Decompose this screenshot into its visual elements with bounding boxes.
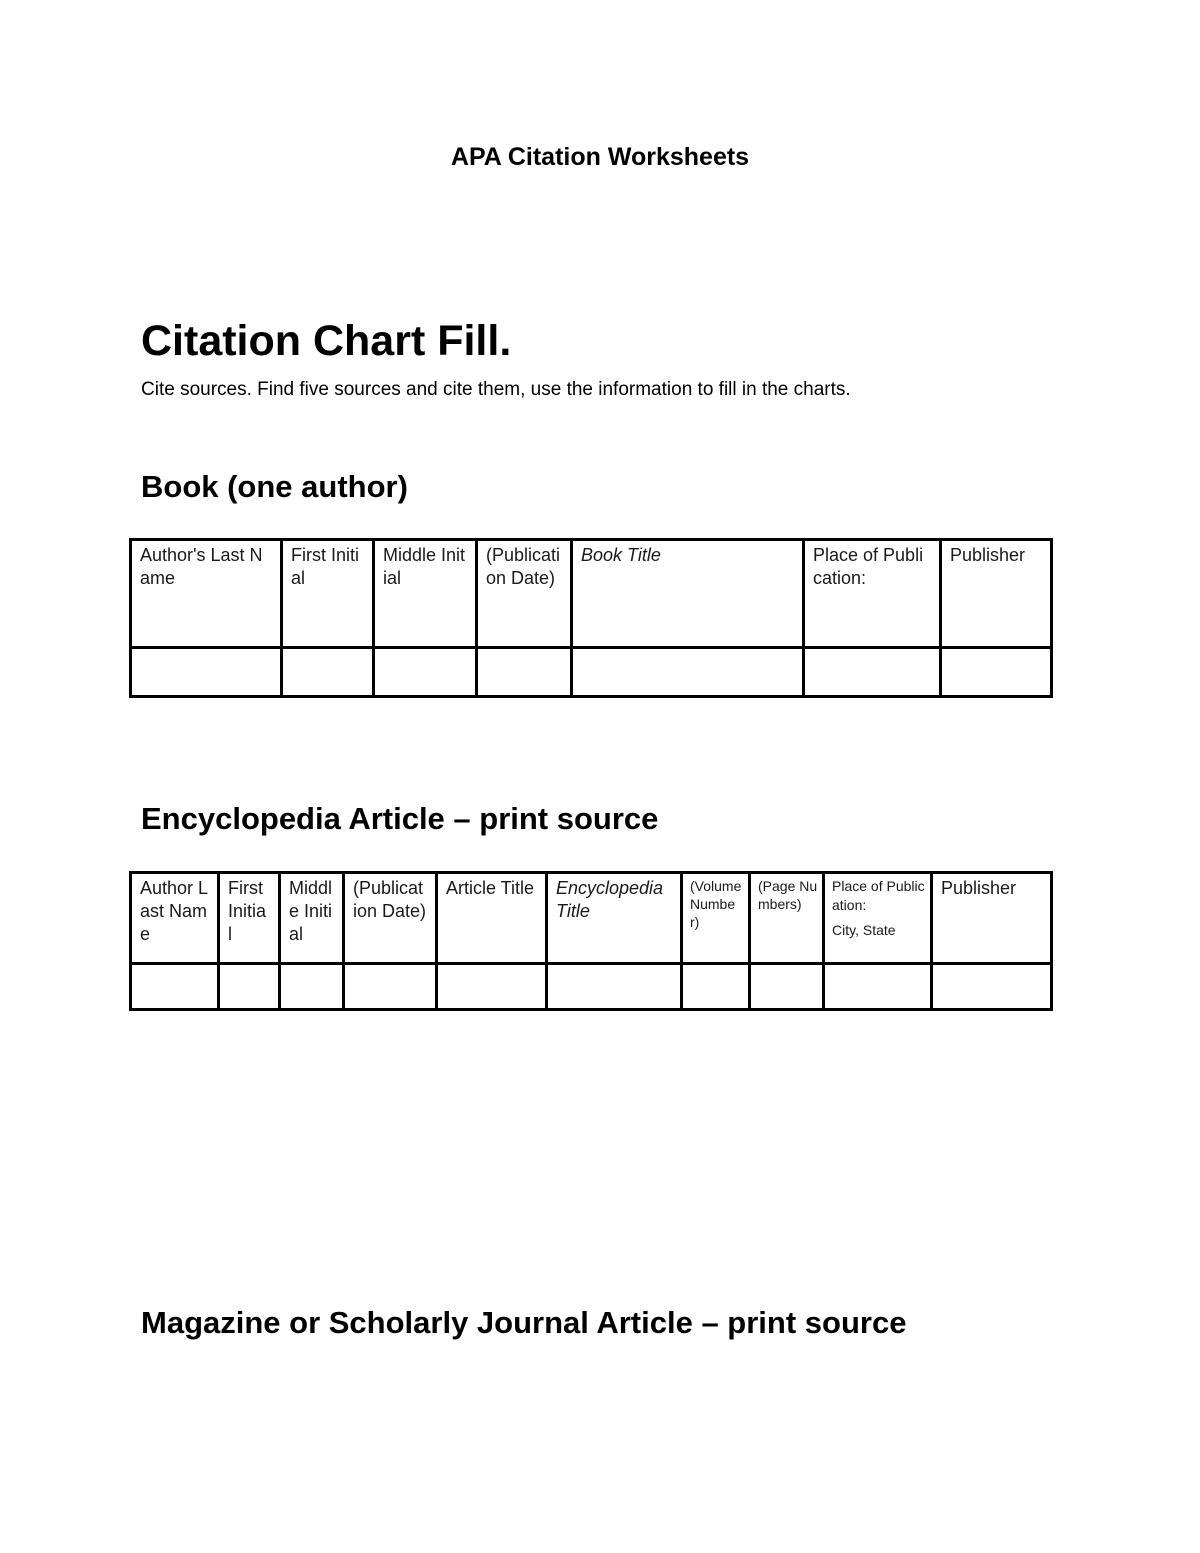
encyclopedia-col-middle-initial: Middle Initial [280,873,344,964]
book-cell-book-title[interactable] [572,648,804,697]
encyclopedia-place-sub-label: City, State [832,922,896,938]
encyclopedia-cell-encyclopedia-title[interactable] [547,964,682,1010]
encyclopedia-cell-volume-number[interactable] [682,964,750,1010]
encyclopedia-table-header-row [131,873,1052,964]
book-col-middle-initial: Middle Initial [374,540,477,648]
encyclopedia-table-entry-row [131,964,1052,1010]
encyclopedia-cell-article-title[interactable] [437,964,547,1010]
book-cell-middle-initial[interactable] [374,648,477,697]
book-cell-first-initial[interactable] [282,648,374,697]
encyclopedia-cell-author-last-name[interactable] [131,964,219,1010]
encyclopedia-col-encyclopedia-title: Encyclopedia Title [547,873,682,964]
encyclopedia-cell-place-of-publication[interactable] [824,964,932,1010]
encyclopedia-cell-publisher[interactable] [932,964,1052,1010]
book-cell-author-last-name[interactable] [131,648,282,697]
encyclopedia-cell-first-initial[interactable] [219,964,280,1010]
book-citation-table [129,538,1053,698]
encyclopedia-col-publisher: Publisher [932,873,1052,964]
encyclopedia-cell-page-numbers[interactable] [750,964,824,1010]
book-table-header-row [131,540,1052,648]
book-table-entry-row [131,648,1052,697]
encyclopedia-place-label: Place of Publication: [832,878,925,913]
book-col-book-title: Book Title [572,540,804,648]
book-cell-publisher[interactable] [941,648,1052,697]
book-cell-publication-date[interactable] [477,648,572,697]
encyclopedia-col-author-last-name: Author Last Name [131,873,219,964]
encyclopedia-col-publication-date: (Publication Date) [344,873,437,964]
book-col-first-initial: First Initial [282,540,374,648]
encyclopedia-col-place-of-publication [824,873,932,964]
encyclopedia-citation-table [129,871,1053,1011]
book-col-publisher: Publisher [941,540,1052,648]
magazine-section-heading: Magazine or Scholarly Journal Article – print source [141,1305,907,1340]
instructions-text: Cite sources. Find five sources and cite them, use the information to fill in the charts. [141,379,851,400]
encyclopedia-col-volume-number: (Volume Number) [682,873,750,964]
encyclopedia-cell-publication-date[interactable] [344,964,437,1010]
book-col-author-last-name: Author's Last Name [131,540,282,648]
encyclopedia-col-page-numbers: (Page Numbers) [750,873,824,964]
book-col-publication-date: (Publication Date) [477,540,572,648]
page-heading: Citation Chart Fill. [141,317,512,365]
encyclopedia-col-article-title: Article Title [437,873,547,964]
document-title: APA Citation Worksheets [450,143,750,171]
book-col-place-of-publication: Place of Publication: [804,540,941,648]
book-cell-place-of-publication[interactable] [804,648,941,697]
encyclopedia-section-heading: Encyclopedia Article – print source [141,801,659,836]
encyclopedia-col-first-initial: First Initial [219,873,280,964]
book-section-heading: Book (one author) [141,469,408,504]
encyclopedia-cell-middle-initial[interactable] [280,964,344,1010]
